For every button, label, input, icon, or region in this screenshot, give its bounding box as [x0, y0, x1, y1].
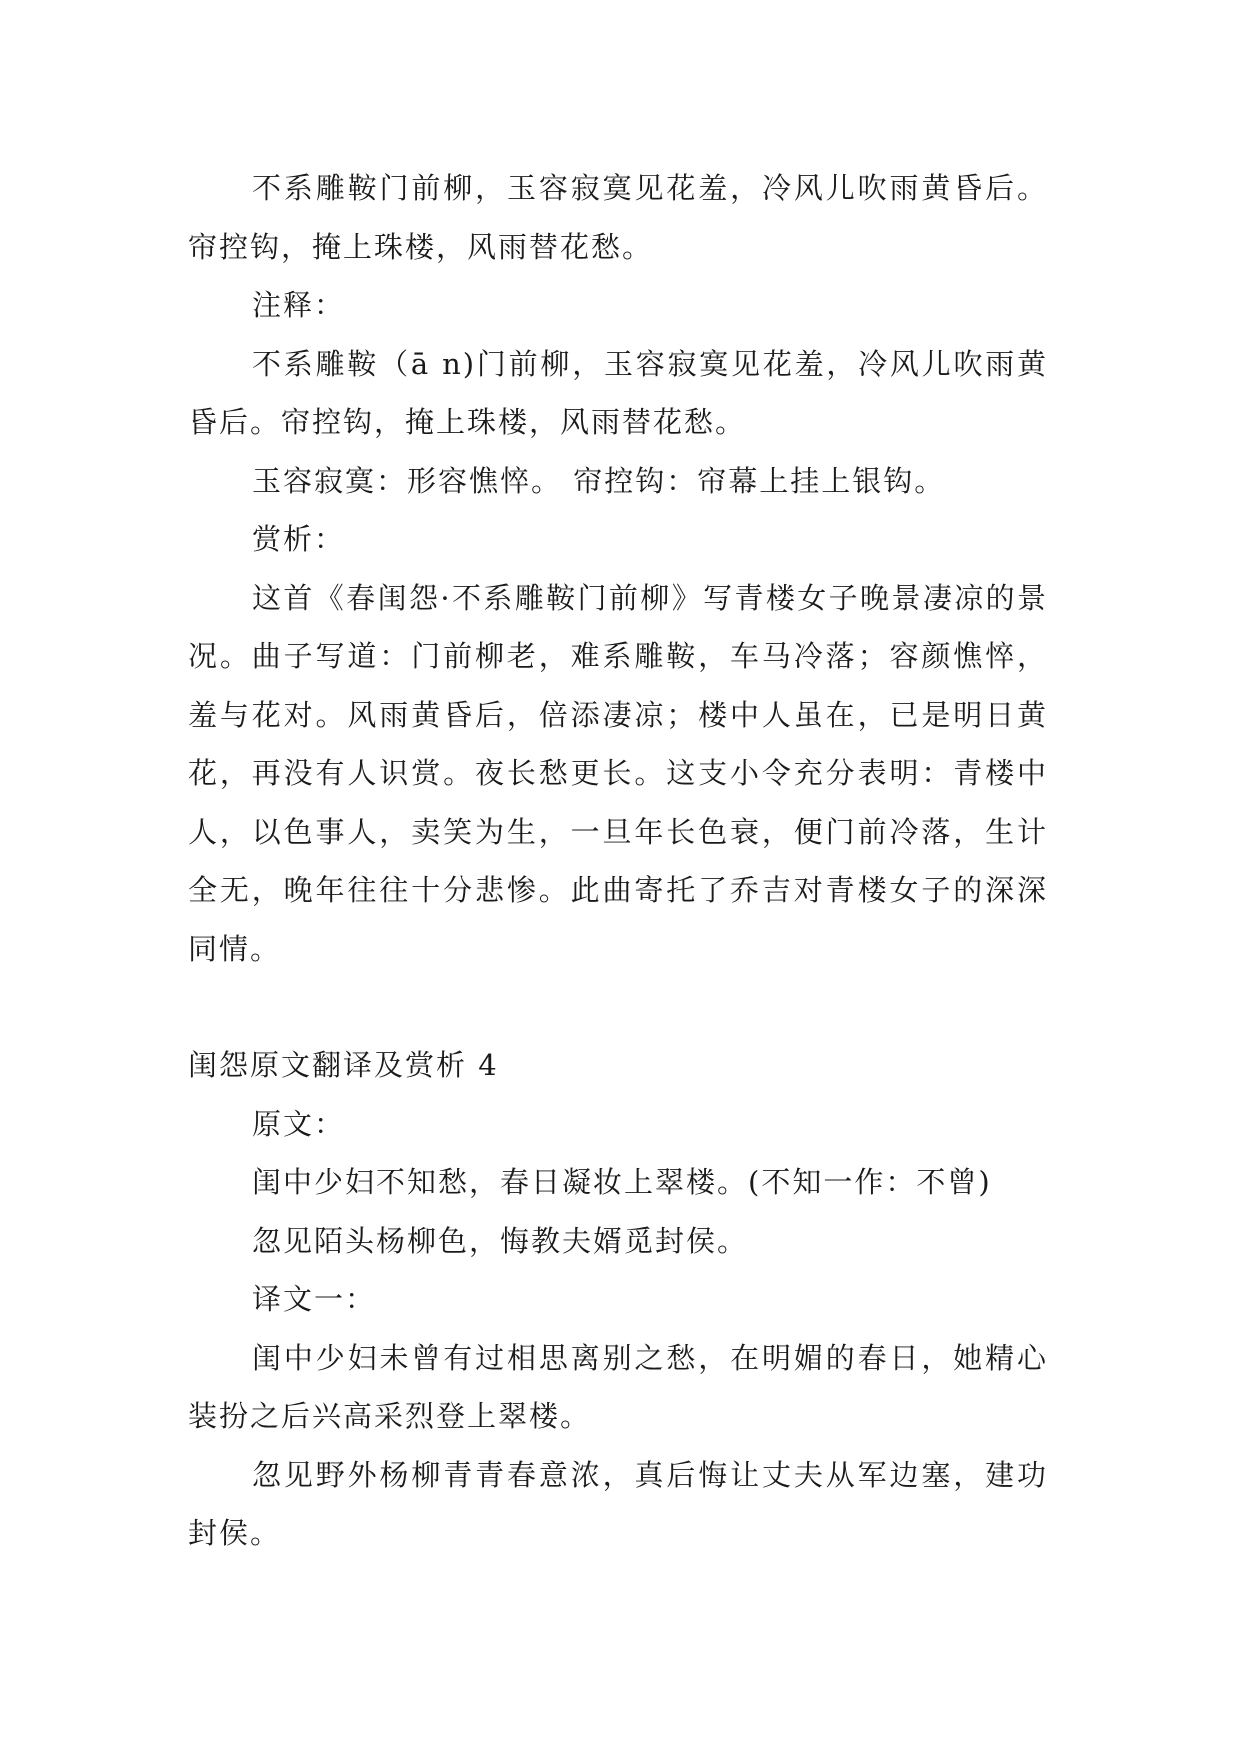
- annotation-heading: 注释：: [252, 288, 346, 322]
- original-text-heading: 原文：: [252, 1106, 346, 1141]
- translation-paragraph-1: 闺中少妇未曾有过相思离别之愁，在明媚的春日，她精心装扮之后兴高采烈登上翠楼。: [188, 1340, 1048, 1433]
- section-heading: 闺怨原文翻译及赏析 4: [188, 1048, 499, 1082]
- poem-line-1: 闺中少妇不知愁，春日凝妆上翠楼。(不知一作：不曾): [252, 1165, 992, 1199]
- annotated-poem-paragraph: 不系雕鞍（ā n)门前柳，玉容寂寞见花羞，冷风儿吹雨黄昏后。帘控钩，掩上珠楼，风雨替花愁。: [188, 346, 1048, 439]
- poem-line-2: 忽见陌头杨柳色，悔教夫婿觅封侯。: [252, 1223, 749, 1258]
- document-page: [188, 159, 1048, 1563]
- section-spacer: [188, 978, 1048, 1036]
- annotation-glossary-paragraph: 玉容寂寞：形容憔悴。 帘控钩：帘幕上挂上银钩。: [252, 463, 946, 498]
- poem-text-paragraph: 不系雕鞍门前柳，玉容寂寞见花羞，冷风儿吹雨黄昏后。帘控钩，掩上珠楼，风雨替花愁。: [188, 171, 1048, 264]
- appreciation-paragraph: 这首《春闺怨·不系雕鞍门前柳》写青楼女子晚景凄凉的景况。曲子写道：门前柳老，难系雕鞍，车马冷落；容颜憔悴，羞与花对。风雨黄昏后，倍添凄凉；楼中人虽在，已是明日黄花，再没有人识赏。夜长愁更长。这支小令充分表明：青楼中人，以色事人，卖笑为生，一旦年长色衰，便门前冷落，生计全无，晚年往往十分悲惨。此曲寄托了乔吉对青楼女子的深深同情。: [188, 580, 1048, 966]
- appreciation-heading: 赏析：: [252, 522, 346, 556]
- translation-heading: 译文一：: [252, 1282, 377, 1316]
- translation-paragraph-2: 忽见野外杨柳青青春意浓，真后悔让丈夫从军边塞，建功封侯。: [188, 1457, 1048, 1550]
